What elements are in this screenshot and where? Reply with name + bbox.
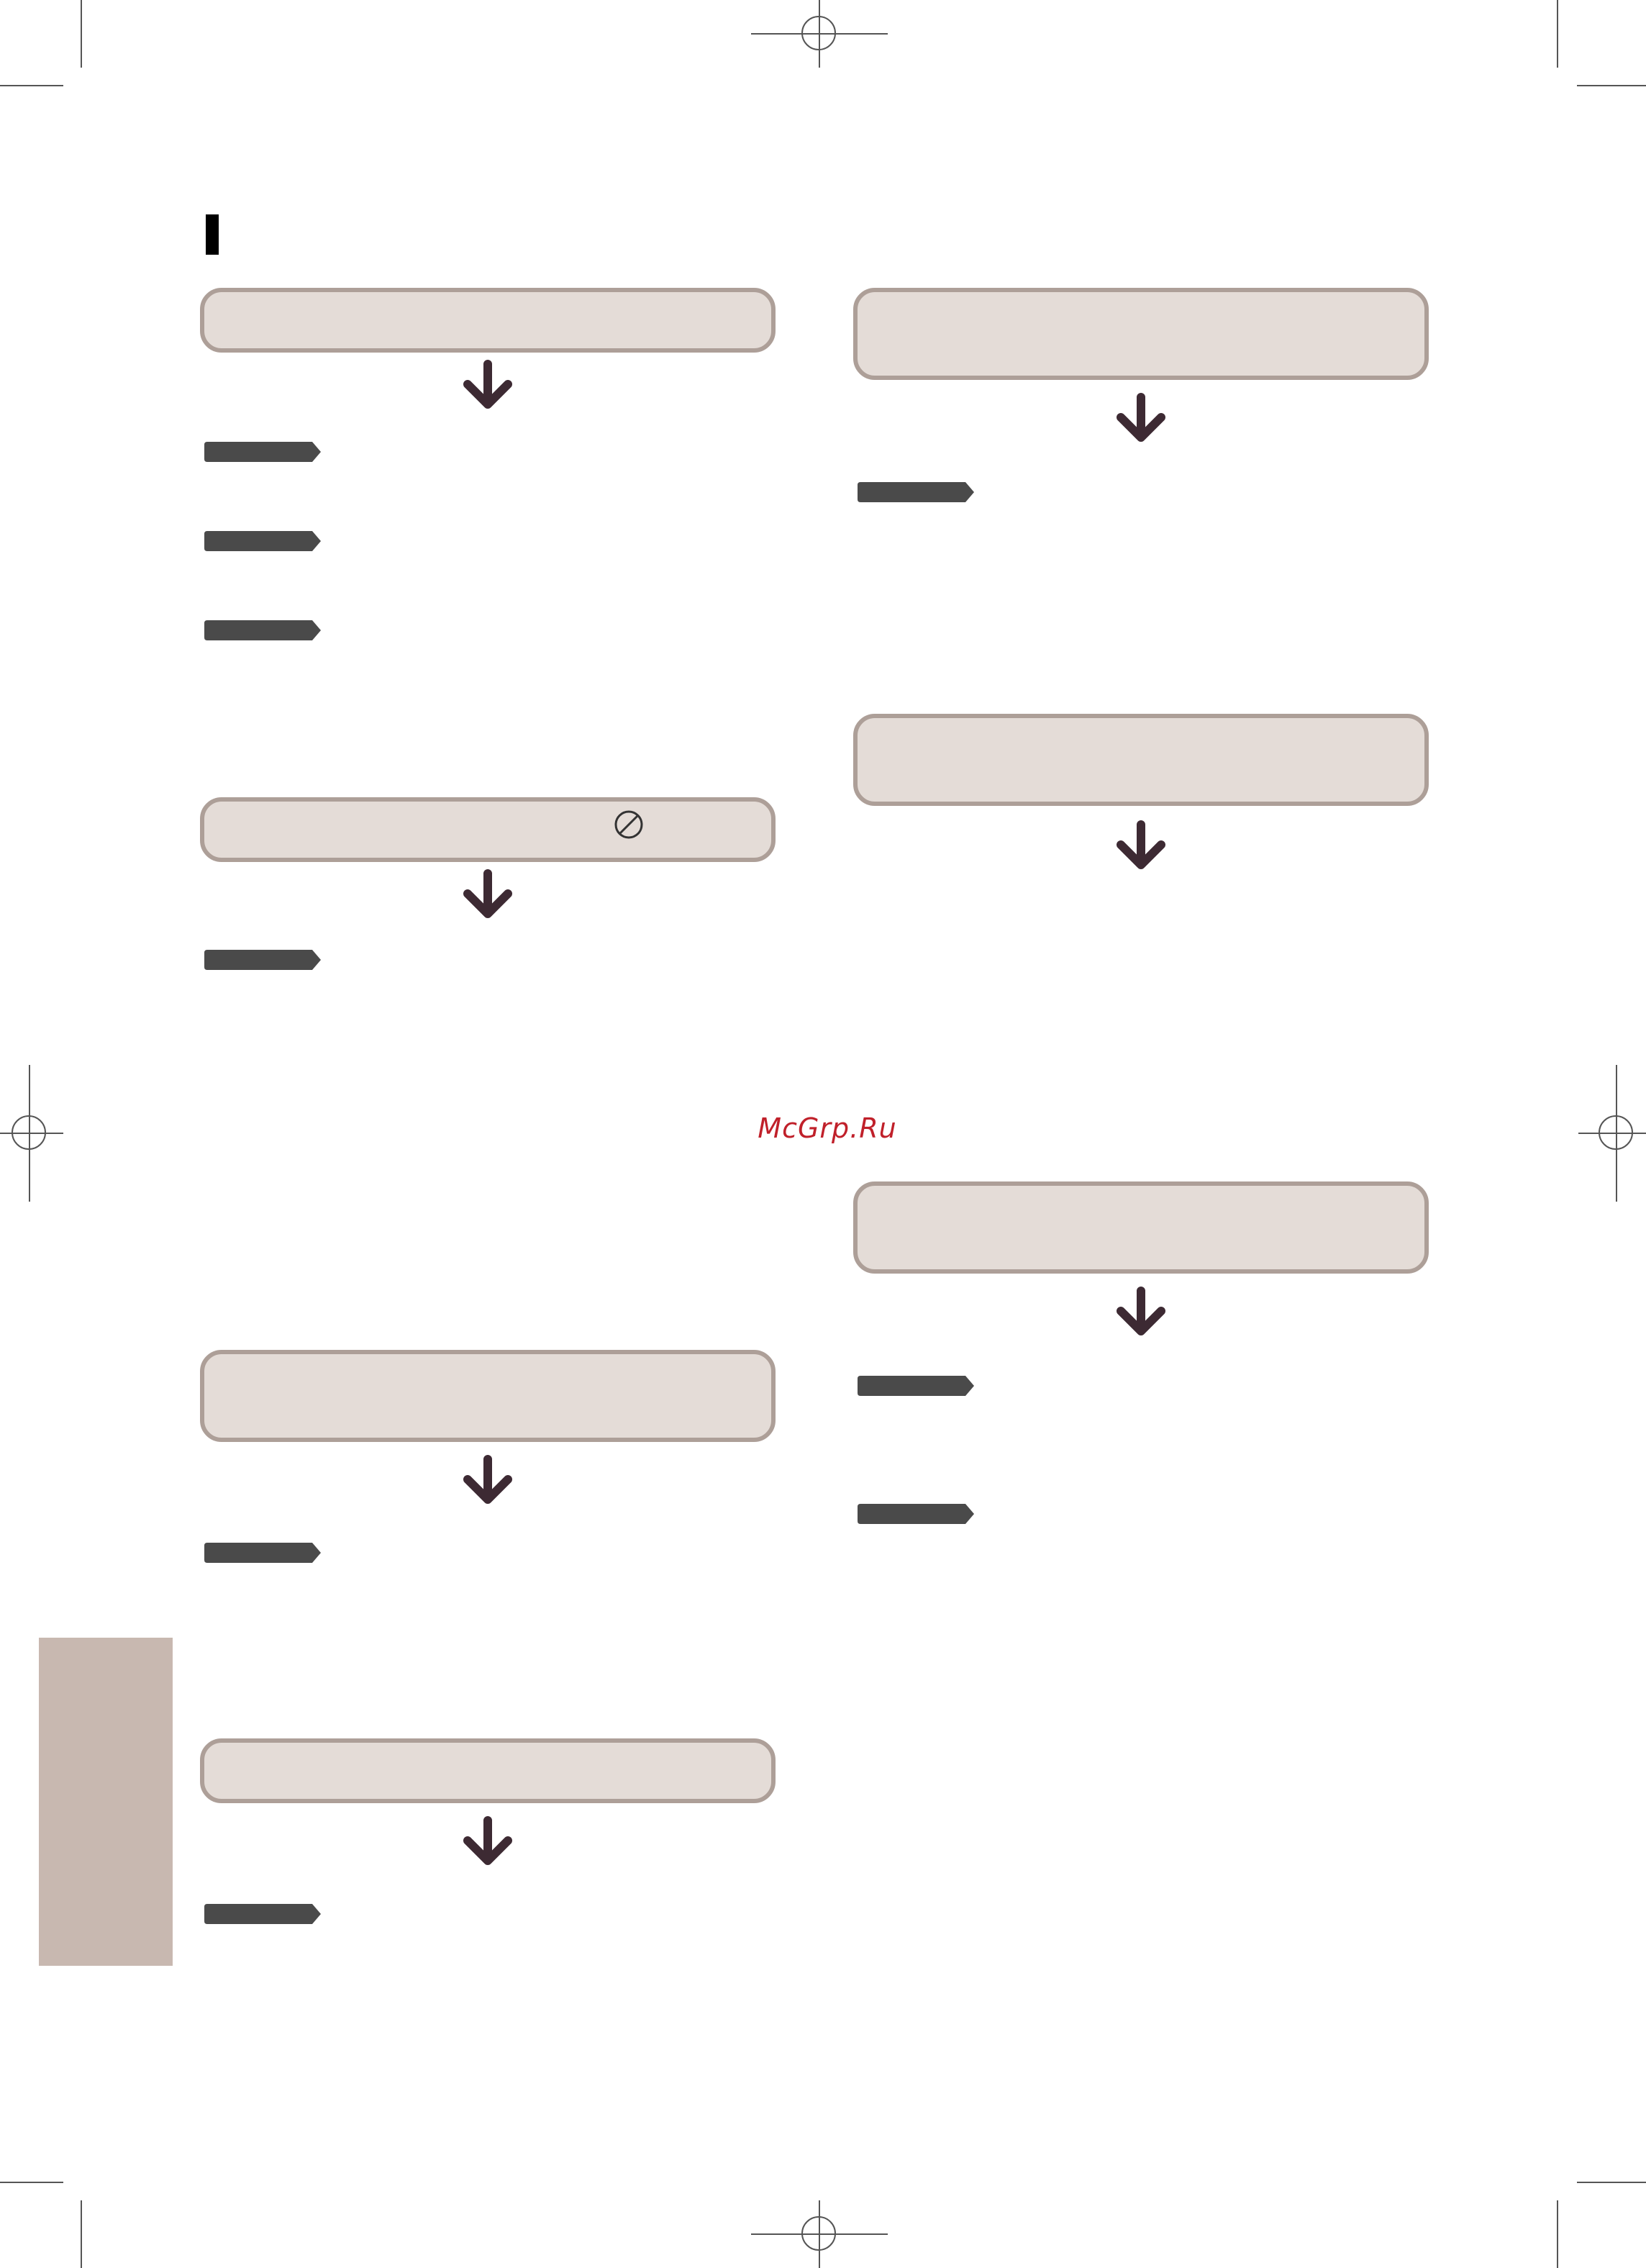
registration-target	[801, 16, 836, 50]
step-box	[853, 288, 1429, 380]
crop-mark	[1577, 2182, 1646, 2183]
bullet-tag-icon	[203, 440, 322, 463]
registration-target	[801, 2216, 836, 2251]
step-box	[200, 288, 776, 353]
bullet-tag-icon	[203, 530, 322, 553]
down-arrow-icon	[459, 869, 517, 921]
down-arrow-icon	[1112, 393, 1170, 445]
step-box	[853, 714, 1429, 806]
down-arrow-icon	[459, 360, 517, 412]
down-arrow-icon	[459, 1455, 517, 1507]
bullet-tag-icon	[856, 1502, 976, 1525]
bullet-tag-icon	[856, 481, 976, 504]
crop-mark	[0, 85, 63, 86]
crop-mark	[81, 2200, 82, 2268]
bullet-tag-icon	[203, 948, 322, 971]
registration-target	[1599, 1115, 1633, 1150]
bullet-tag-icon	[856, 1374, 976, 1397]
prohibited-icon	[613, 809, 645, 840]
section-marker	[206, 214, 219, 255]
crop-mark	[1577, 85, 1646, 86]
step-box	[853, 1181, 1429, 1274]
step-box	[200, 1738, 776, 1803]
step-box	[200, 797, 776, 862]
bullet-tag-icon	[203, 1541, 322, 1564]
registration-target	[12, 1115, 46, 1150]
bullet-tag-icon	[203, 619, 322, 642]
crop-mark	[81, 0, 82, 68]
crop-mark	[0, 2182, 63, 2183]
crop-mark	[1557, 2200, 1558, 2268]
down-arrow-icon	[459, 1816, 517, 1868]
bullet-tag-icon	[203, 1902, 322, 1925]
crop-mark	[1557, 0, 1558, 68]
watermark: McGrp.Ru	[758, 1112, 897, 1144]
down-arrow-icon	[1112, 820, 1170, 872]
side-tab	[39, 1638, 173, 1966]
step-box	[200, 1350, 776, 1442]
down-arrow-icon	[1112, 1287, 1170, 1338]
